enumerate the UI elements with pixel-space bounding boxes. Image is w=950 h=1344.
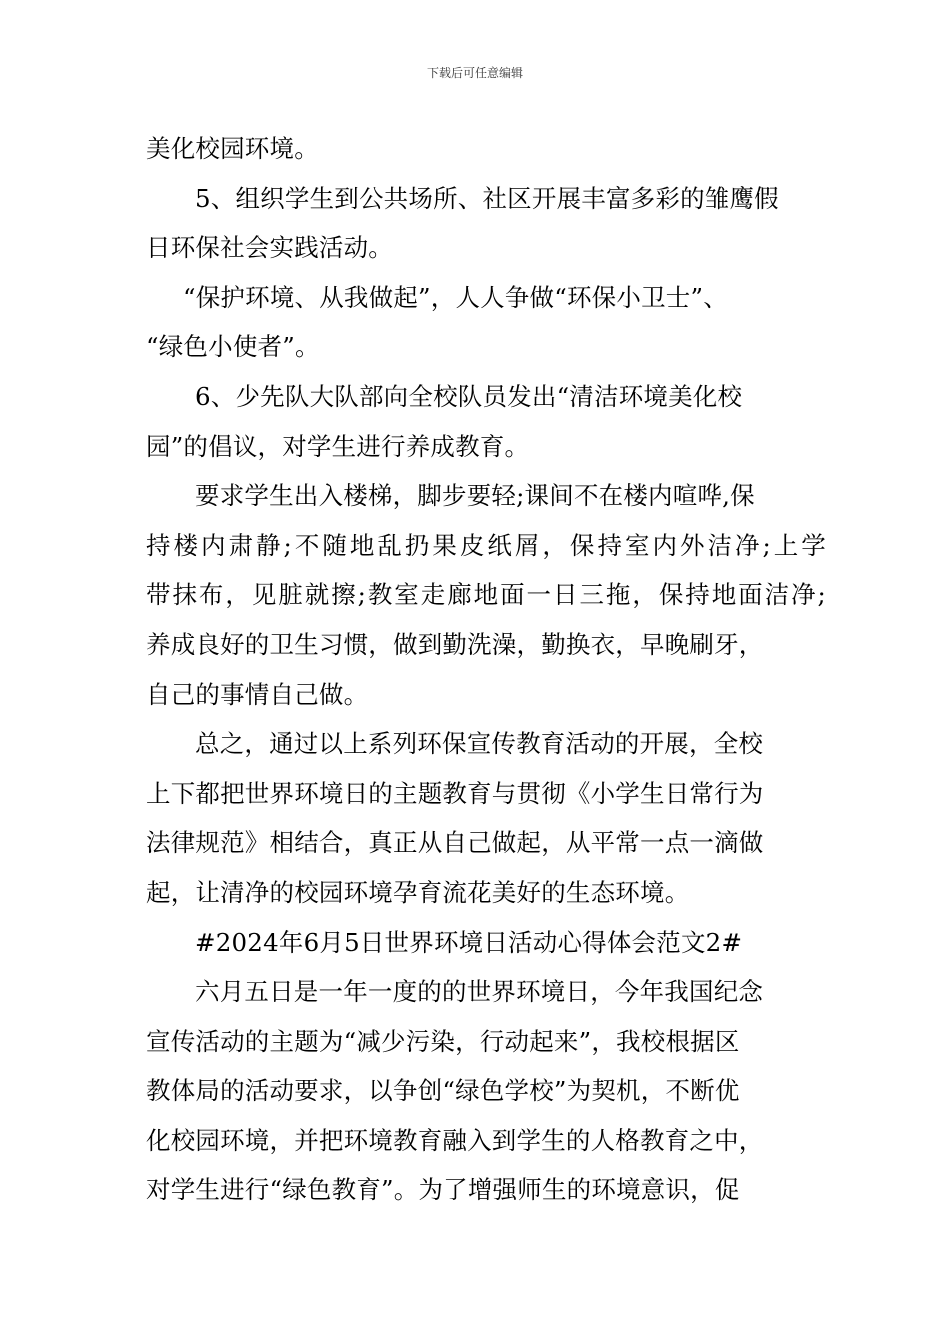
paragraph-line: 六月五日是一年一度的的世界环境日，今年我国纪念 <box>195 977 764 1007</box>
paragraph-line: 5、组织学生到公共场所、社区开展丰富多彩的雏鹰假 <box>195 183 779 213</box>
text-line: 美化校园环境。 <box>146 134 319 163</box>
paragraph-line: 要求学生出入楼梯，脚步要轻;课间不在楼内喧哗,保 <box>195 481 755 511</box>
text-line: 起，让清净的校园环境孕育流花美好的生态环境。 <box>146 877 690 907</box>
text-line: 化校园环境，并把环境教育融入到学生的人格教育之中， <box>146 1125 764 1155</box>
text-line: “绿色小使者”。 <box>146 332 320 362</box>
text-line: 宣传活动的主题为“减少污染，行动起来”，我校根据区 <box>146 1026 740 1056</box>
text-line: 带抹布，见脏就擦;教室走廊地面一日三拖，保持地面洁净; <box>146 580 826 610</box>
section-heading: #2024年6月5日世界环境日活动心得体会范文2# <box>195 927 743 957</box>
text-line: 教体局的活动要求，以争创“绿色学校”为契机，不断优 <box>146 1076 740 1106</box>
text-line: 法律规范》相结合，真正从自己做起，从平常一点一滴做 <box>146 828 764 858</box>
page-header: 下载后可任意编辑 <box>426 66 523 80</box>
text-line: 对学生进行“绿色教育”。为了增强师生的环境意识，促 <box>146 1175 740 1205</box>
paragraph-line: “保护环境、从我做起”，人人争做“环保小卫士”、 <box>183 282 728 312</box>
text-line: 上下都把世界环境日的主题教育与贯彻《小学生日常行为 <box>146 778 764 808</box>
text-line: 日环保社会实践活动。 <box>146 233 393 263</box>
text-line: 自己的事情自己做。 <box>146 679 369 709</box>
text-line: 持楼内肃静;不随地乱扔果皮纸屑，保持室内外洁净;上学 <box>146 530 826 560</box>
document-body <box>146 124 826 1215</box>
paragraph-line: 总之，通过以上系列环保宣传教育活动的开展，全校 <box>195 729 764 759</box>
text-line: 园”的倡议，对学生进行养成教育。 <box>146 431 530 461</box>
paragraph-line: 6、少先队大队部向全校队员发出“清洁环境美化校 <box>195 381 743 411</box>
text-line: 养成良好的卫生习惯，做到勤洗澡，勤换衣，早晚刷牙， <box>146 629 764 659</box>
